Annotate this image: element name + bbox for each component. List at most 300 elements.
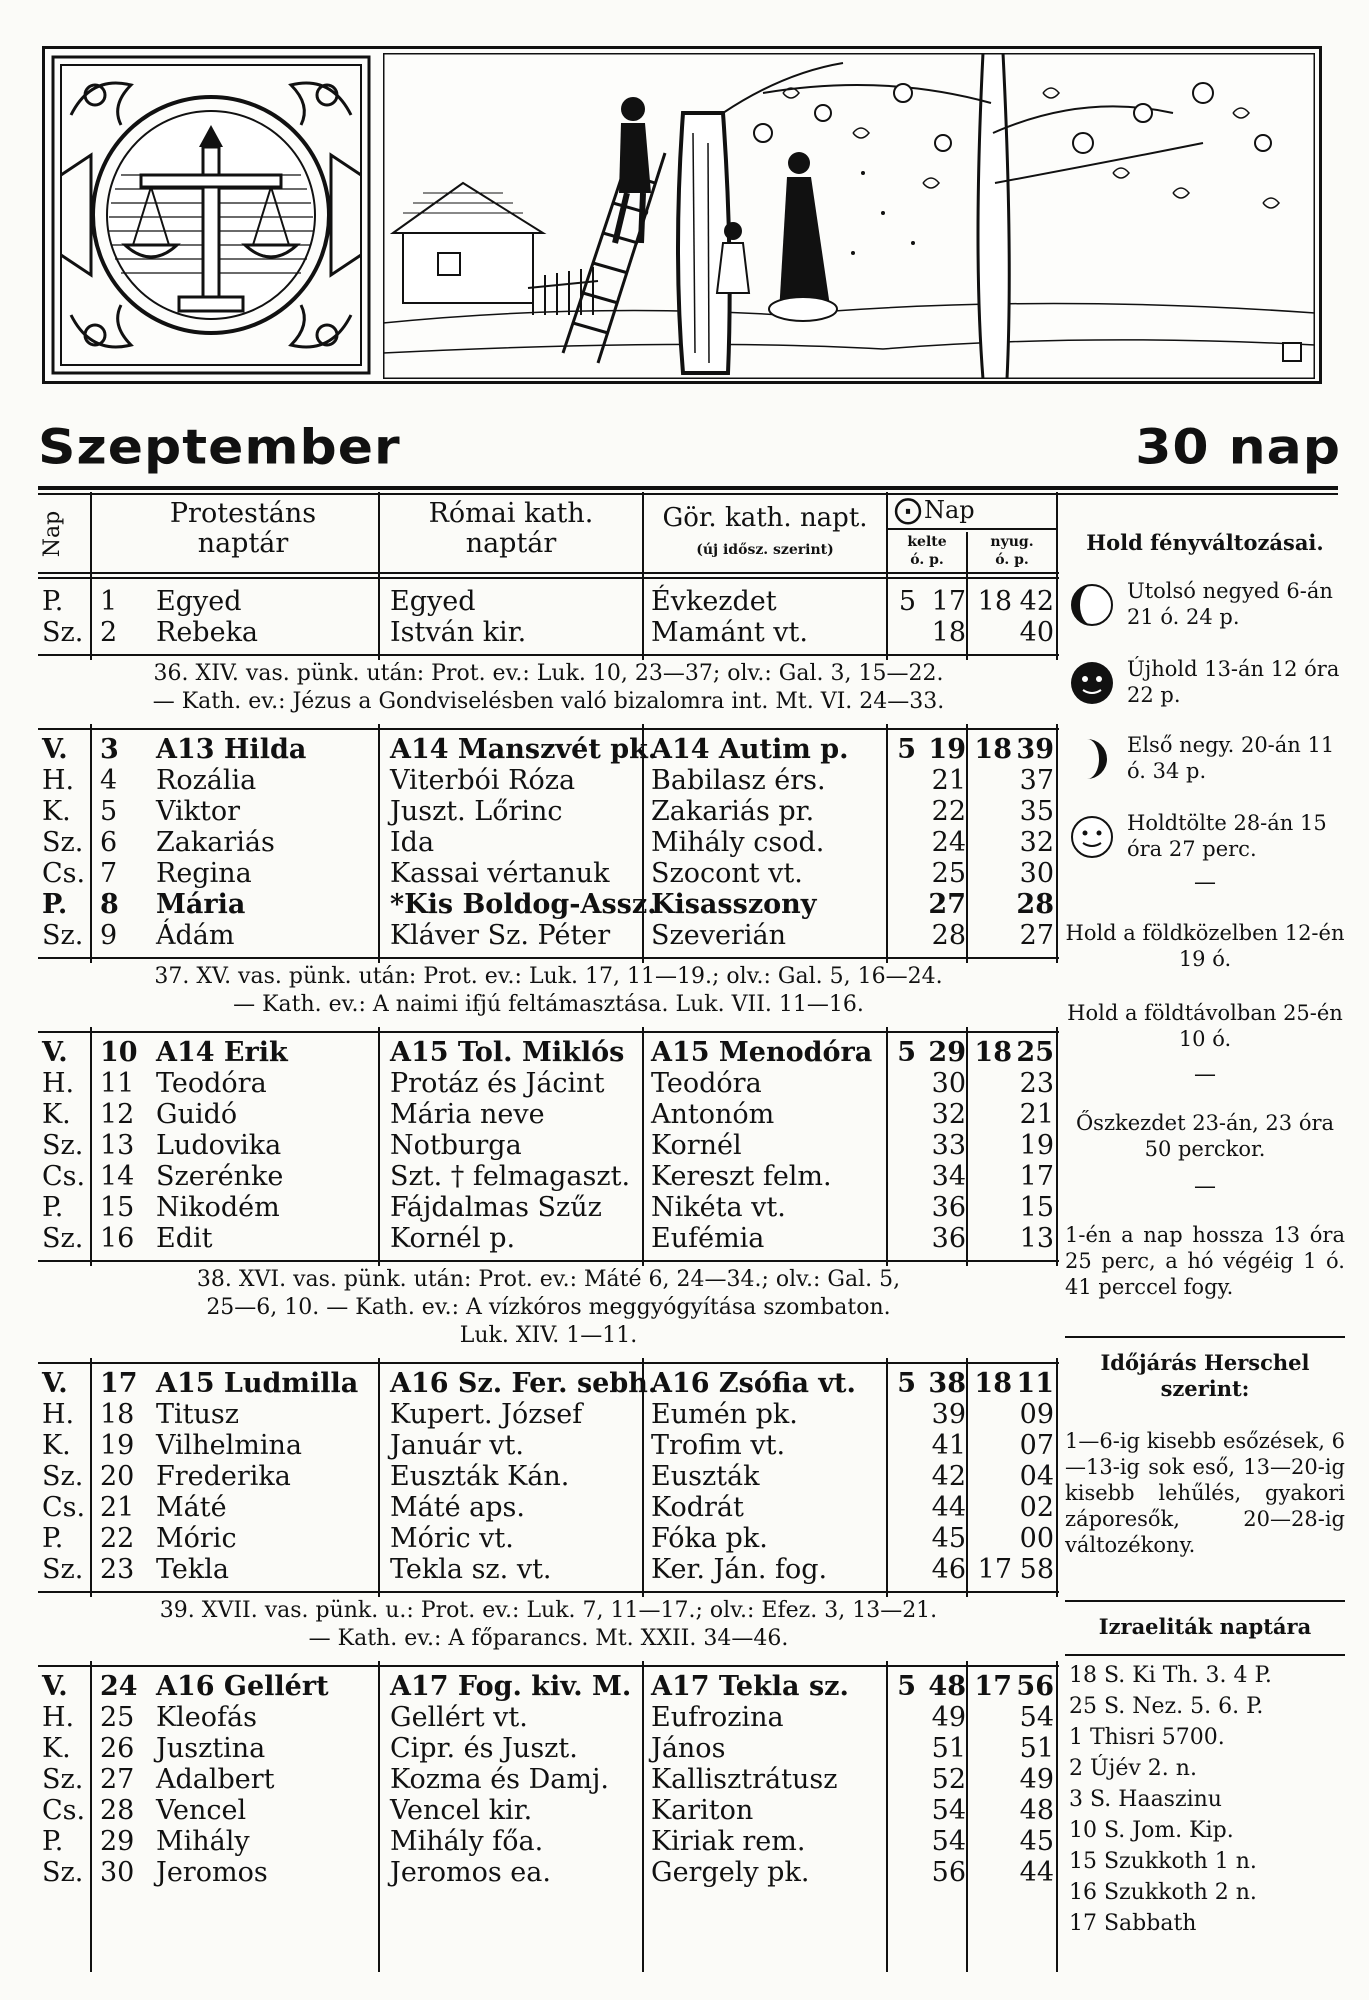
cell-num: 3	[100, 734, 119, 765]
cell-sh: 17	[977, 1554, 1012, 1585]
moon-phase-new: Újhold 13-án 12 óra 22 p.	[1065, 656, 1345, 716]
cell-num: 14	[100, 1161, 135, 1192]
cell-rm: 52	[931, 1764, 966, 1795]
table-row	[38, 617, 1059, 648]
cell-wd: V.	[42, 1671, 68, 1702]
cell-wd: K.	[42, 1099, 71, 1130]
cell-sm: 13	[1019, 1223, 1054, 1254]
table-row	[38, 765, 1059, 796]
cell-rom: Kozma és Damj.	[390, 1764, 609, 1795]
cell-num: 1	[100, 586, 118, 617]
cell-prot: A14 Erik	[156, 1037, 288, 1068]
cell-prot: Máté	[156, 1492, 227, 1523]
cell-gor: A15 Menodóra	[651, 1037, 873, 1068]
cell-rh: 5	[897, 1368, 916, 1399]
title-rule	[38, 486, 1338, 490]
cell-rm: 18	[931, 617, 966, 648]
cell-rom: Viterbói Róza	[390, 765, 576, 796]
day-length-note: 1-én a nap hossza 13 óra 25 perc, a hó végéig 1 ó. 41 perccel fogy.	[1065, 1223, 1345, 1299]
israel-calendar-entry: 1 Thisri 5700.	[1069, 1725, 1225, 1750]
cell-prot: Kleofás	[156, 1702, 257, 1733]
cell-prot: Titusz	[156, 1399, 239, 1430]
cell-rm: 24	[931, 827, 966, 858]
cell-num: 21	[100, 1492, 135, 1523]
cell-rm: 42	[931, 1461, 966, 1492]
table-row	[38, 1368, 1059, 1399]
cell-rm: 22	[931, 796, 966, 827]
moon-phases-title: Hold fényváltozásai.	[1086, 530, 1324, 555]
cell-wd: Sz.	[42, 1764, 84, 1795]
libra-scales-emblem	[51, 55, 371, 375]
cell-rm: 28	[931, 920, 966, 951]
cell-prot: Móric	[156, 1523, 237, 1554]
header-prot-1: Protestáns	[169, 498, 317, 529]
cell-rom: Notburga	[390, 1130, 522, 1161]
cell-rom: Cipr. és Juszt.	[390, 1733, 578, 1764]
cell-prot: Jeromos	[156, 1857, 268, 1888]
cell-rm: 17	[931, 586, 966, 617]
cell-num: 22	[100, 1523, 135, 1554]
cell-wd: K.	[42, 796, 71, 827]
cell-num: 25	[100, 1702, 135, 1733]
cell-prot: A13 Hilda	[156, 734, 307, 765]
week-reading-line: — Kath. ev.: Jézus a Gondviselésben való bizalomra int. Mt. VI. 24—33.	[152, 689, 945, 714]
header-set-unit: ó. p.	[995, 552, 1029, 568]
header-gor-2: (új idősz. szerint)	[696, 542, 834, 558]
cell-rom: Euszták Kán.	[390, 1461, 570, 1492]
header-nap: Nap	[40, 510, 65, 558]
cell-gor: Zakariás pr.	[651, 796, 815, 827]
cell-wd: P.	[42, 586, 64, 617]
cell-prot: Viktor	[156, 796, 241, 827]
israel-calendar-entry: 2 Újév 2. n.	[1069, 1756, 1197, 1781]
month-title: Szeptember	[38, 420, 401, 476]
cell-wd: H.	[42, 1068, 75, 1099]
moon-phase-full: Holdtölte 28-án 15 óra 27 perc.	[1065, 810, 1345, 870]
cell-rm: 48	[928, 1671, 966, 1702]
cell-rom: A16 Sz. Fer. sebh.	[390, 1368, 658, 1399]
month-days-count: 30 nap	[1135, 420, 1341, 476]
cell-num: 18	[100, 1399, 135, 1430]
cell-wd: Sz.	[42, 1857, 84, 1888]
cell-wd: V.	[42, 1368, 68, 1399]
header-illustration	[42, 46, 1322, 384]
cell-sm: 32	[1019, 827, 1054, 858]
cell-sm: 44	[1019, 1857, 1054, 1888]
cell-wd: H.	[42, 1702, 75, 1733]
cell-rm: 30	[931, 1068, 966, 1099]
cell-gor: Teodóra	[651, 1068, 762, 1099]
cell-sm: 54	[1019, 1702, 1054, 1733]
cell-sm: 56	[1016, 1671, 1054, 1702]
cell-rm: 25	[931, 858, 966, 889]
cell-num: 17	[100, 1368, 138, 1399]
cell-rom: Protáz és Jácint	[390, 1068, 605, 1099]
israel-calendar-title: Izraeliták naptára	[1098, 1614, 1312, 1639]
cell-prot: Ádám	[156, 920, 235, 951]
cell-gor: Nikéta vt.	[651, 1192, 786, 1223]
cell-wd: Cs.	[42, 1161, 86, 1192]
israel-calendar-entry: 25 S. Nez. 5. 6. P.	[1069, 1694, 1264, 1719]
cell-num: 8	[100, 889, 119, 920]
cell-gor: A17 Tekla sz.	[651, 1671, 849, 1702]
cell-rom: Tekla sz. vt.	[390, 1554, 552, 1585]
cell-rm: 44	[931, 1492, 966, 1523]
week-reading-note	[38, 963, 1059, 1027]
cell-num: 12	[100, 1099, 135, 1130]
cell-wd: P.	[42, 1192, 64, 1223]
cell-wd: Cs.	[42, 1492, 86, 1523]
cell-prot: Jusztina	[156, 1733, 266, 1764]
cell-wd: Cs.	[42, 1795, 86, 1826]
cell-gor: Kallisztrátusz	[651, 1764, 838, 1795]
table-row	[38, 1702, 1059, 1733]
cell-sm: 07	[1019, 1430, 1054, 1461]
cell-gor: Évkezdet	[651, 586, 777, 617]
cell-rom: Móric vt.	[390, 1523, 514, 1554]
cell-rm: 38	[928, 1368, 966, 1399]
cell-prot: Regina	[156, 858, 252, 889]
cell-gor: Eufémia	[651, 1223, 765, 1254]
cell-prot: Zakariás	[156, 827, 275, 858]
cell-rm: 21	[931, 765, 966, 796]
cell-prot: Nikodém	[156, 1192, 280, 1223]
cell-wd: Cs.	[42, 858, 86, 889]
table-row	[38, 1161, 1059, 1192]
week-reading-line: — Kath. ev.: A naimi ifjú feltámasztása. Luk. VII. 11—16.	[233, 992, 864, 1017]
cell-rom: Mihály főa.	[390, 1826, 544, 1857]
cell-rh: 5	[897, 1037, 916, 1068]
cell-gor: Szocont vt.	[651, 858, 803, 889]
cell-sm: 37	[1019, 765, 1054, 796]
cell-rom: Máté aps.	[390, 1492, 525, 1523]
cell-rm: 33	[931, 1130, 966, 1161]
header-rise: kelte	[907, 534, 947, 550]
cell-num: 9	[100, 920, 118, 951]
table-row	[38, 1223, 1059, 1254]
cell-prot: Frederika	[156, 1461, 291, 1492]
israel-calendar-entry: 17 Sabbath	[1069, 1911, 1197, 1936]
cell-sm: 00	[1019, 1523, 1054, 1554]
cell-sm: 45	[1019, 1826, 1054, 1857]
table-row	[38, 1037, 1059, 1068]
cell-wd: Sz.	[42, 1554, 84, 1585]
cell-wd: V.	[42, 734, 68, 765]
cell-wd: Sz.	[42, 1461, 84, 1492]
cell-gor: Babilasz érs.	[651, 765, 826, 796]
cell-num: 15	[100, 1192, 135, 1223]
table-row	[38, 1554, 1059, 1585]
cell-rm: 49	[931, 1702, 966, 1733]
cell-num: 29	[100, 1826, 135, 1857]
cell-sh: 17	[974, 1671, 1012, 1702]
cell-rom: Kassai vértanuk	[390, 858, 610, 889]
cell-gor: Euszták	[651, 1461, 760, 1492]
cell-wd: Sz.	[42, 617, 84, 648]
cell-wd: P.	[42, 1826, 64, 1857]
cell-rm: 45	[931, 1523, 966, 1554]
new-moon-icon	[1067, 658, 1117, 708]
cell-num: 20	[100, 1461, 135, 1492]
cell-gor: A16 Zsófia vt.	[651, 1368, 856, 1399]
cell-sm: 40	[1019, 617, 1054, 648]
cell-gor: Antonóm	[651, 1099, 775, 1130]
cell-num: 6	[100, 827, 118, 858]
full-moon-icon	[1067, 812, 1117, 862]
cell-num: 30	[100, 1857, 135, 1888]
cell-sm: 19	[1019, 1130, 1054, 1161]
cell-rom: Kornél p.	[390, 1223, 516, 1254]
cell-rm: 54	[931, 1795, 966, 1826]
cell-prot: Vencel	[156, 1795, 247, 1826]
cell-rm: 51	[931, 1733, 966, 1764]
cell-sm: 11	[1016, 1368, 1054, 1399]
cell-rh: 5	[898, 586, 916, 617]
cell-rom: Január vt.	[390, 1430, 524, 1461]
table-row	[38, 858, 1059, 889]
table-row	[38, 889, 1059, 920]
israel-calendar-entry: 18 S. Ki Th. 3. 4 P.	[1069, 1663, 1272, 1688]
table-row	[38, 1192, 1059, 1223]
cell-gor: Kodrát	[651, 1492, 744, 1523]
cell-sm: 30	[1019, 858, 1054, 889]
table-row	[38, 1492, 1059, 1523]
cell-prot: A16 Gellért	[156, 1671, 329, 1702]
israel-calendar-entry: 10 S. Jom. Kip.	[1069, 1818, 1234, 1843]
week-reading-note	[38, 1266, 1059, 1358]
cell-rom: A14 Manszvét pk.	[390, 734, 658, 765]
last-quarter-moon-icon	[1067, 580, 1117, 630]
cell-wd: K.	[42, 1430, 71, 1461]
table-row	[38, 1399, 1059, 1430]
cell-gor: Kariton	[651, 1795, 754, 1826]
apogee-note: Hold a földtávolban 25-én 10 ó.	[1067, 1001, 1343, 1051]
header-sun: Nap	[924, 496, 975, 524]
table-row	[38, 1523, 1059, 1554]
sun-symbol-icon: ⨀	[894, 493, 922, 526]
cell-rm: 27	[928, 889, 966, 920]
cell-gor: Ker. Ján. fog.	[651, 1554, 828, 1585]
cell-num: 19	[100, 1430, 135, 1461]
cell-num: 11	[100, 1068, 135, 1099]
cell-wd: P.	[42, 889, 68, 920]
cell-sm: 49	[1019, 1764, 1054, 1795]
table-row	[38, 1733, 1059, 1764]
cell-rom: Vencel kir.	[390, 1795, 533, 1826]
cell-wd: H.	[42, 1399, 75, 1430]
cell-prot: Ludovika	[156, 1130, 282, 1161]
moon-phase-last-quarter: Utolsó negyed 6-án 21 ó. 24 p.	[1065, 578, 1345, 638]
week-reading-line: 39. XVII. vas. pünk. u.: Prot. ev.: Luk. 7, 11—17.; olv.: Efez. 3, 13—21.	[159, 1598, 938, 1623]
cell-sh: 18	[974, 1037, 1012, 1068]
cell-prot: Rebeka	[156, 617, 259, 648]
week-reading-line: Luk. XIV. 1—11.	[459, 1323, 638, 1348]
cell-num: 16	[100, 1223, 135, 1254]
week-reading-note	[38, 660, 1059, 724]
week-reading-line: 38. XVI. vas. pünk. után: Prot. ev.: Máté 6, 24—34.; olv.: Gal. 5,	[196, 1267, 901, 1292]
cell-num: 2	[100, 617, 118, 648]
table-row	[38, 1430, 1059, 1461]
cell-gor: János	[651, 1733, 726, 1764]
cell-gor: Eumén pk.	[651, 1399, 798, 1430]
cell-prot: Guidó	[156, 1099, 238, 1130]
cell-sm: 04	[1019, 1461, 1054, 1492]
cell-sm: 17	[1019, 1161, 1054, 1192]
weather-title: Időjárás Herschel szerint:	[1100, 1350, 1310, 1401]
cell-num: 26	[100, 1733, 135, 1764]
cell-prot: Teodóra	[156, 1068, 267, 1099]
cell-gor: A14 Autim p.	[651, 734, 849, 765]
cell-sm: 25	[1016, 1037, 1054, 1068]
cell-gor: Mihály csod.	[651, 827, 825, 858]
cell-rom: Szt. † felmagaszt.	[390, 1161, 631, 1192]
cell-wd: Sz.	[42, 1223, 84, 1254]
cell-rom: Juszt. Lőrinc	[390, 796, 563, 827]
cell-gor: Gergely pk.	[651, 1857, 810, 1888]
cell-prot: Vilhelmina	[156, 1430, 303, 1461]
cell-rom: Jeromos ea.	[390, 1857, 551, 1888]
cell-sm: 09	[1019, 1399, 1054, 1430]
cell-wd: V.	[42, 1037, 68, 1068]
cell-rom: Kupert. József	[390, 1399, 583, 1430]
cell-sm: 23	[1019, 1068, 1054, 1099]
header-gor-1: Gör. kath. napt.	[662, 503, 868, 533]
cell-rom: Fájdalmas Szűz	[390, 1192, 602, 1223]
cell-sm: 28	[1016, 889, 1054, 920]
cell-gor: Eufrozina	[651, 1702, 784, 1733]
week-reading-line: 36. XIV. vas. pünk. után: Prot. ev.: Luk. 10, 23—37; olv.: Gal. 3, 15—22.	[153, 661, 944, 686]
moon-phase-first-quarter: Első negy. 20-án 11 ó. 34 p.	[1065, 732, 1345, 792]
cell-rom: Ida	[390, 827, 435, 858]
table-row	[38, 734, 1059, 765]
cell-sm: 02	[1019, 1492, 1054, 1523]
cell-sm: 27	[1019, 920, 1054, 951]
cell-gor: Mamánt vt.	[651, 617, 808, 648]
cell-sm: 51	[1019, 1733, 1054, 1764]
header-prot-2: naptár	[197, 528, 289, 559]
apple-harvest-scene	[383, 53, 1315, 379]
cell-prot: Adalbert	[156, 1764, 275, 1795]
cell-wd: Sz.	[42, 1130, 84, 1161]
cell-num: 27	[100, 1764, 135, 1795]
table-row	[38, 827, 1059, 858]
cell-sm: 35	[1019, 796, 1054, 827]
cell-gor: Trofim vt.	[651, 1430, 786, 1461]
cell-rom: István kir.	[390, 617, 527, 648]
cell-sh: 18	[974, 734, 1012, 765]
autumn-start-note: Őszkezdet 23-án, 23 óra 50 perckor.	[1075, 1111, 1335, 1161]
cell-rom: Kláver Sz. Péter	[390, 920, 611, 951]
header-rom-1: Római kath.	[428, 498, 594, 529]
table-row	[38, 1795, 1059, 1826]
cell-gor: Kereszt felm.	[651, 1161, 832, 1192]
cell-num: 10	[100, 1037, 138, 1068]
cell-sm: 48	[1019, 1795, 1054, 1826]
cell-gor: Fóka pk.	[651, 1523, 768, 1554]
cell-sm: 15	[1019, 1192, 1054, 1223]
weather-text: 1—6-ig kisebb esőzések, 6—13-ig sok eső, 13—20-ig kisebb lehűlés, gyakori záporesők, 20—28-ig változékony.	[1065, 1429, 1345, 1557]
cell-rom: Egyed	[390, 586, 476, 617]
cell-prot: Egyed	[156, 586, 242, 617]
table-row	[38, 1671, 1059, 1702]
cell-gor: Szeverián	[651, 920, 786, 951]
cell-rm: 34	[931, 1161, 966, 1192]
cell-prot: A15 Ludmilla	[156, 1368, 359, 1399]
cell-rom: Gellért vt.	[390, 1702, 528, 1733]
cell-sm: 39	[1016, 734, 1054, 765]
cell-prot: Szerénke	[156, 1161, 284, 1192]
perigee-note: Hold a földközelben 12-én 19 ó.	[1065, 921, 1345, 971]
cell-wd: Sz.	[42, 827, 84, 858]
cell-rom: Mária neve	[390, 1099, 545, 1130]
cell-rm: 32	[931, 1099, 966, 1130]
table-row	[38, 796, 1059, 827]
cell-sh: 18	[974, 1368, 1012, 1399]
cell-sm: 21	[1019, 1099, 1054, 1130]
cell-gor: Kornél	[651, 1130, 742, 1161]
table-row	[38, 920, 1059, 951]
israel-calendar-entry: 16 Szukkoth 2 n.	[1069, 1880, 1257, 1905]
cell-rm: 29	[928, 1037, 966, 1068]
cell-rh: 5	[897, 1671, 916, 1702]
table-row	[38, 586, 1059, 617]
cell-gor: Kiriak rem.	[651, 1826, 806, 1857]
cell-rm: 41	[931, 1430, 966, 1461]
cell-rm: 36	[931, 1223, 966, 1254]
cell-sh: 18	[977, 586, 1012, 617]
cell-rh: 5	[897, 734, 916, 765]
calendar-table	[38, 492, 1059, 1972]
header-rise-unit: ó. p.	[910, 552, 944, 568]
cell-wd: H.	[42, 765, 75, 796]
cell-sm: 42	[1019, 586, 1054, 617]
week-reading-note	[38, 1597, 1059, 1661]
table-row	[38, 1826, 1059, 1857]
cell-wd: Sz.	[42, 920, 84, 951]
cell-wd: P.	[42, 1523, 64, 1554]
first-quarter-moon-icon	[1067, 734, 1117, 784]
table-row	[38, 1764, 1059, 1795]
week-reading-line: — Kath. ev.: A főparancs. Mt. XXII. 34—46.	[308, 1626, 789, 1651]
cell-rm: 36	[931, 1192, 966, 1223]
table-row	[38, 1130, 1059, 1161]
cell-prot: Tekla	[156, 1554, 229, 1585]
week-reading-line: 37. XV. vas. pünk. után: Prot. ev.: Luk. 17, 11—19.; olv.: Gal. 5, 16—24.	[154, 964, 943, 989]
cell-rom: A17 Fog. kiv. M.	[390, 1671, 632, 1702]
cell-rom: *Kis Boldog-Assz.	[390, 889, 657, 920]
israel-calendar-entry: 15 Szukkoth 1 n.	[1069, 1849, 1257, 1874]
cell-num: 24	[100, 1671, 138, 1702]
header-set: nyug.	[990, 534, 1034, 550]
cell-rom: A15 Tol. Miklós	[390, 1037, 625, 1068]
cell-gor: Kisasszony	[651, 889, 817, 920]
side-column: Hold fényváltozásai. Utolsó negyed 6-án 21 ó. 24 p. Újhold 13-án 12 óra 22 p. Első negy. 20-án 11 ó. 34 p. Holdtölte 28-án 15 óra 27 perc. — Hold a földközelben 12-én 19 ó. Hold a földtávolban 25-én 10 ó. — Őszkezdet 23-án, 23 óra 50 perckor. — 1-én a nap hossza 13 óra 25 perc, a hó végéig 1 ó. 41 perccel fogy. Időjárás Herschel szerint: 1—6-ig kisebb esőzések, 6—13-ig sok eső, 13—20-ig kisebb lehűlés, gyakori záporesők, 20—28-ig változékony. Izraeliták naptára 18 S. Ki Th. 3. 4 P. 25 S. Nez. 5. 6. P. 1 Thisri 5700. 2 Újév 2. n. 3 S. Haaszinu 10 S. Jom. Kip. 15 Szukkoth 1 n. 16 Szukkoth 2 n. 17 Sabbath	[1065, 492, 1345, 1972]
header-rom-2: naptár	[465, 528, 557, 559]
cell-rm: 39	[931, 1399, 966, 1430]
cell-num: 23	[100, 1554, 135, 1585]
cell-rm: 56	[931, 1857, 966, 1888]
cell-rm: 46	[931, 1554, 966, 1585]
cell-prot: Edit	[156, 1223, 213, 1254]
cell-num: 28	[100, 1795, 135, 1826]
israel-calendar-entry: 3 S. Haaszinu	[1069, 1787, 1222, 1812]
cell-num: 4	[100, 765, 118, 796]
cell-sm: 58	[1019, 1554, 1054, 1585]
table-row	[38, 1099, 1059, 1130]
cell-num: 13	[100, 1130, 135, 1161]
table-row	[38, 1461, 1059, 1492]
week-reading-line: 25—6, 10. — Kath. ev.: A vízkóros meggyógyítása szombaton.	[206, 1295, 891, 1320]
